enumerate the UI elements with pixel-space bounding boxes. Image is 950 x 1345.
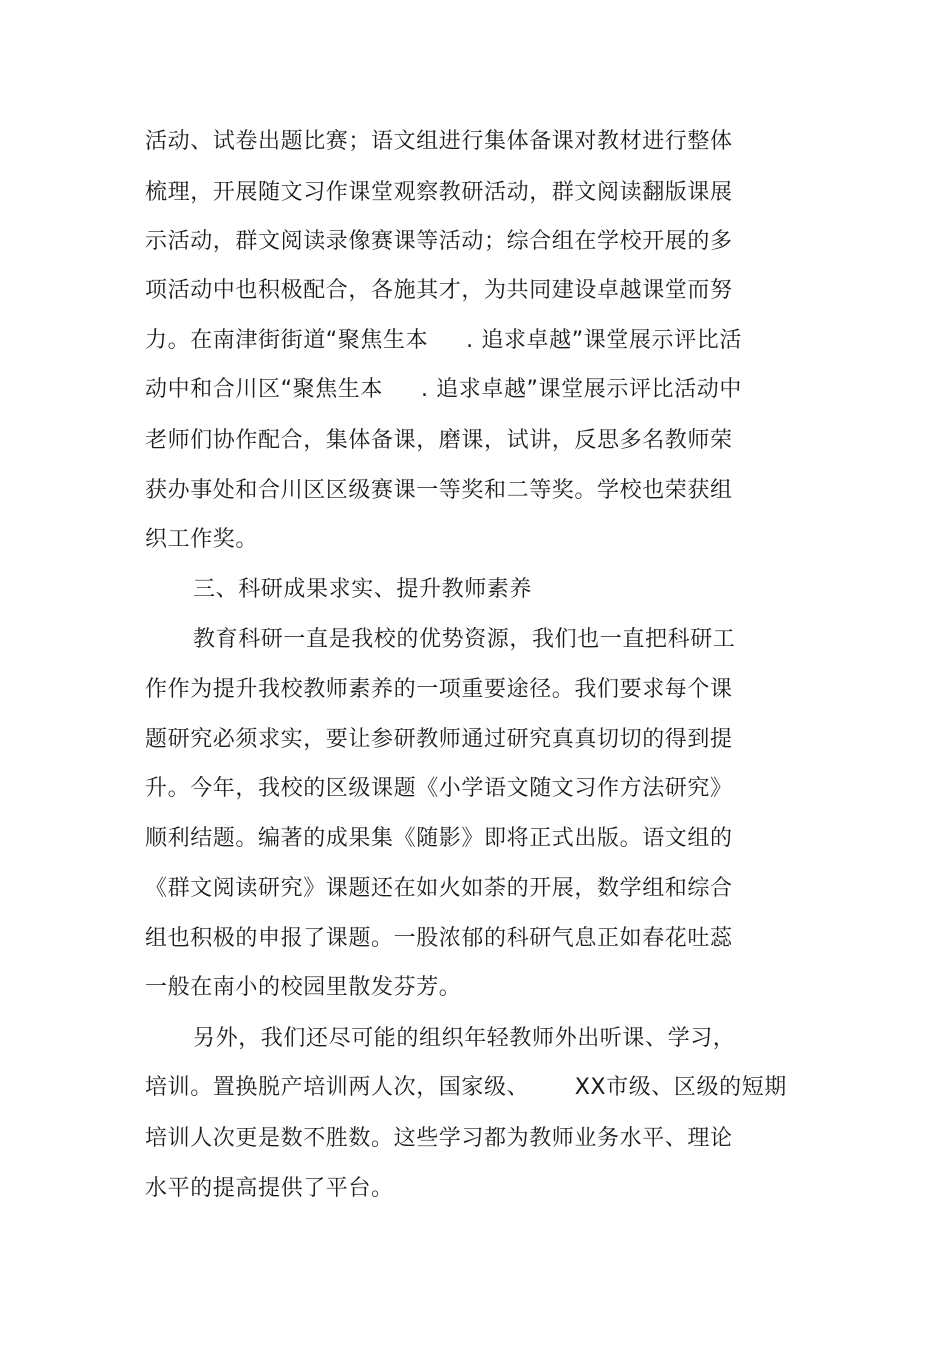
paragraph-line: 顺利结题。编著的成果集《随影》即将正式出版。语文组的 — [145, 826, 733, 851]
paragraph-line: 老师们协作配合，集体备课，磨课，试讲，反思多名教师荣 — [145, 428, 733, 453]
paragraph-line: 水平的提高提供了平台。 — [145, 1176, 394, 1201]
section-heading: 三、科研成果求实、提升教师素养 — [193, 577, 533, 602]
paragraph-line: 示活动，群文阅读录像赛课等活动；综合组在学校开展的多 — [145, 229, 733, 254]
paragraph-line: 活动、试卷出题比赛；语文组进行集体备课对教材进行整体 — [145, 129, 733, 154]
paragraph-line: 项活动中也积极配合，各施其才，为共同建设卓越课堂而努 — [145, 278, 733, 303]
paragraph-line: 另外，我们还尽可能的组织年轻教师外出听课、学习， — [193, 1026, 736, 1051]
paragraph-line: 获办事处和合川区区级赛课一等奖和二等奖。学校也荣获组 — [145, 478, 733, 503]
paragraph-line: 织工作奖。 — [145, 527, 259, 552]
paragraph-line: 升。今年，我校的区级课题《小学语文随文习作方法研究》 — [145, 776, 733, 801]
paragraph-line: 力。在南津街街道“聚焦生本 . 追求卓越”课堂展示评比活 — [145, 328, 742, 353]
paragraph-line: 梳理，开展随文习作课堂观察教研活动，群文阅读翻版课展 — [145, 180, 733, 205]
paragraph-line: 《群文阅读研究》课题还在如火如荼的开展，数学组和综合 — [145, 876, 733, 901]
paragraph-line: 作作为提升我校教师素养的一项重要途径。我们要求每个课 — [145, 677, 733, 702]
paragraph-line: 动中和合川区“聚焦生本 . 追求卓越”课堂展示评比活动中 — [145, 377, 742, 402]
paragraph-line: 教育科研一直是我校的优势资源，我们也一直把科研工 — [193, 627, 736, 652]
paragraph-line: 题研究必须求实，要让参研教师通过研究真真切切的得到提 — [145, 727, 733, 752]
paragraph-line: 组也积极的申报了课题。一股浓郁的科研气息正如春花吐蕊 — [145, 926, 733, 951]
paragraph-line: 培训。置换脱产培训两人次，国家级、 XX市级、区级的短期 — [145, 1075, 787, 1100]
paragraph-line: 一般在南小的校园里散发芬芳。 — [145, 975, 462, 1000]
paragraph-line: 培训人次更是数不胜数。这些学习都为教师业务水平、理论 — [145, 1126, 733, 1151]
